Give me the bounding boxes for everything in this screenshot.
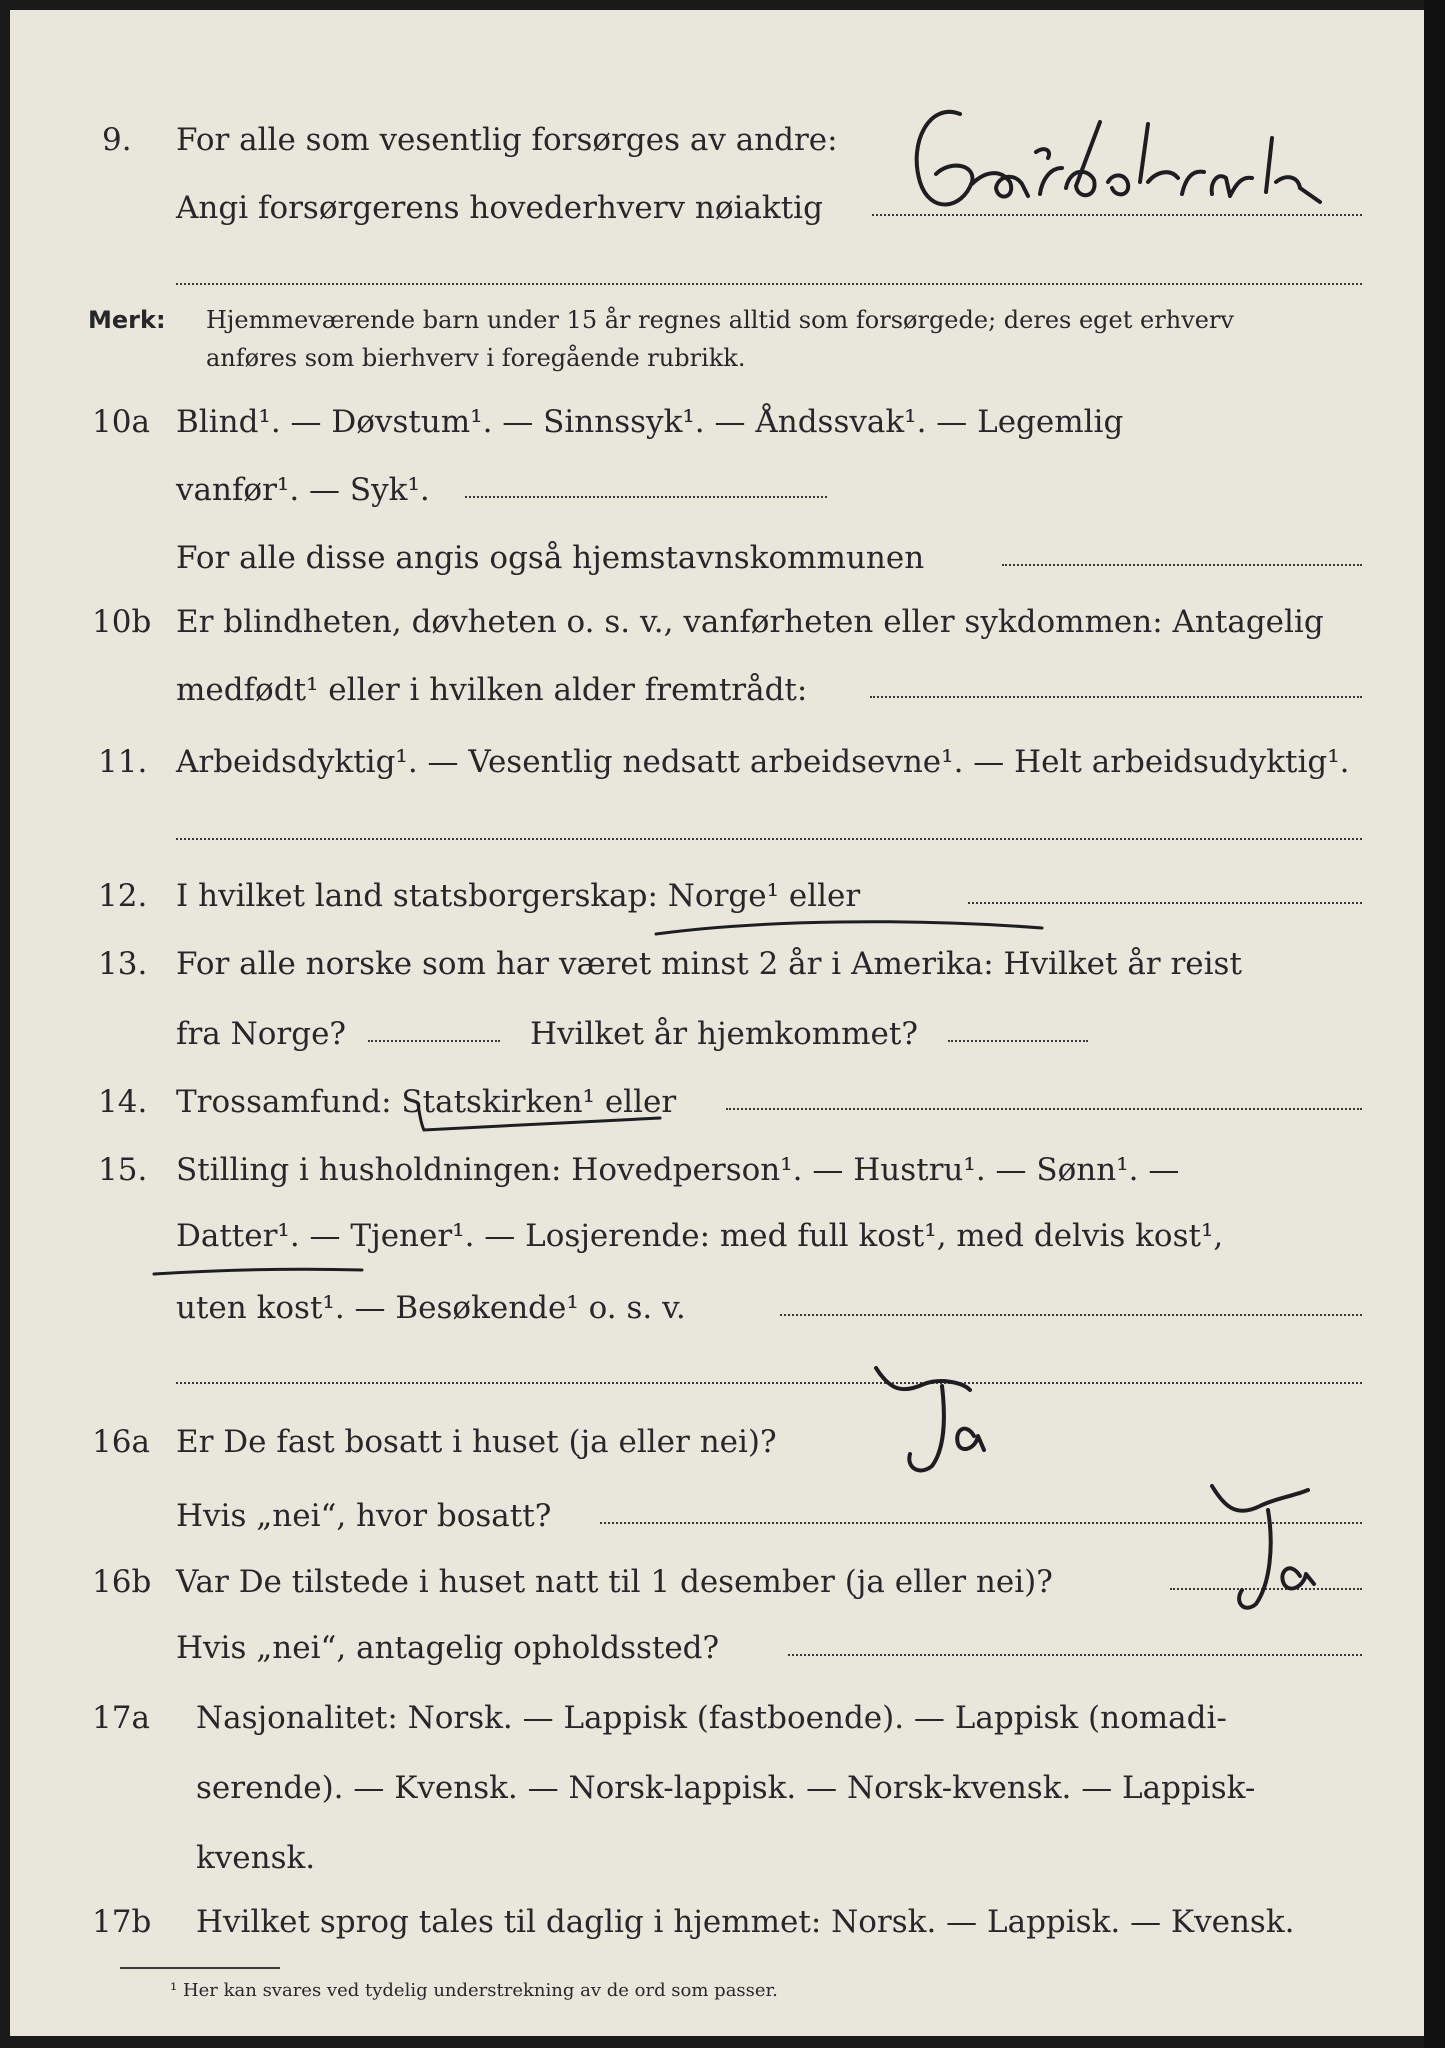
handwritten-underline-datter <box>150 1264 370 1278</box>
item-number-16b: 16b <box>92 1564 152 1600</box>
item-13-line-2a: fra Norge? <box>176 1016 347 1052</box>
item-10b-answer-line <box>870 696 1362 698</box>
item-9-extra-line <box>176 283 1362 285</box>
item-16b-line-2: Hvis „nei“, antagelig opholdssted? <box>176 1630 720 1666</box>
item-16b-location-line <box>788 1654 1362 1656</box>
item-13-line-1: For alle norske som har været minst 2 år i Amerika: Hvilket år reist <box>176 946 1242 982</box>
item-16b-line-1: Var De tilstede i huset natt til 1 desember (ja eller nei)? <box>176 1564 1053 1600</box>
item-9-line-1: For alle som vesentlig forsørges av andre: <box>176 122 838 158</box>
item-number-16a: 16a <box>92 1424 150 1460</box>
handwritten-underline-norge <box>650 914 1050 938</box>
item-10a-line-3: For alle disse angis også hjemstavnskommunen <box>176 540 925 576</box>
footnote-text: ¹ Her kan svares ved tydelig understrekning av de ord som passer. <box>170 1980 778 2001</box>
item-number-11: 11. <box>98 744 148 780</box>
merk-label: Merk: <box>88 306 166 334</box>
item-15-line-3: uten kost¹. — Besøkende¹ o. s. v. <box>176 1290 686 1326</box>
item-10b-line-2: medfødt¹ eller i hvilken alder fremtrådt: <box>176 672 808 708</box>
item-12-line-1: I hvilket land statsborgerskap: Norge¹ eller <box>176 878 861 914</box>
item-14-answer-line <box>726 1108 1362 1110</box>
item-13-line-2b: Hvilket år hjemkommet? <box>530 1016 918 1052</box>
item-10a-home-line <box>1002 564 1362 566</box>
item-15-line-2: Datter¹. — Tjener¹. — Losjerende: med full kost¹, med delvis kost¹, <box>176 1218 1224 1254</box>
handwritten-underline-statskirken <box>414 1096 664 1136</box>
item-10a-line-2: vanfør¹. — Syk¹. <box>176 472 430 508</box>
item-number-17b: 17b <box>92 1904 152 1940</box>
footnote-divider <box>120 1967 280 1969</box>
handwritten-answer-ja-16b <box>1190 1466 1370 1616</box>
item-number-12: 12. <box>98 878 148 914</box>
item-10a-answer-line <box>465 496 827 498</box>
item-13-year-returned-line <box>948 1040 1088 1042</box>
item-number-10a: 10a <box>92 404 150 440</box>
item-17b-line-1: Hvilket sprog tales til daglig i hjemmet: Norsk. — Lappisk. — Kvensk. <box>196 1904 1295 1940</box>
merk-text-line-1: Hjemmeværende barn under 15 år regnes alltid som forsørgede; deres eget erhverv <box>206 306 1234 334</box>
item-15-extra-line <box>176 1382 1362 1384</box>
item-number-13: 13. <box>98 946 148 982</box>
item-17a-line-1: Nasjonalitet: Norsk. — Lappisk (fastboende). — Lappisk (nomadi- <box>196 1700 1227 1736</box>
item-12-answer-line <box>968 902 1362 904</box>
item-number-15: 15. <box>98 1152 148 1188</box>
scan-edge <box>1424 0 1445 2048</box>
item-9-line-2: Angi forsørgerens hovederhverv nøiaktig <box>176 190 823 226</box>
item-13-year-left-line <box>368 1040 500 1042</box>
handwritten-answer-gardsbruk <box>890 102 1360 232</box>
item-16a-line-2: Hvis „nei“, hvor bosatt? <box>176 1498 552 1534</box>
item-number-14: 14. <box>98 1084 148 1120</box>
merk-text-line-2: anføres som bierhverv i foregående rubrikk. <box>206 344 746 372</box>
item-16a-line-1: Er De fast bosatt i huset (ja eller nei)? <box>176 1424 777 1460</box>
item-10b-line-1: Er blindheten, døvheten o. s. v., vanførheten eller sykdommen: Antagelig <box>176 604 1324 640</box>
item-11-answer-line <box>176 838 1362 840</box>
item-10a-line-1: Blind¹. — Døvstum¹. — Sinnssyk¹. — Åndssvak¹. — Legemlig <box>176 404 1124 440</box>
item-15-answer-line <box>780 1314 1362 1316</box>
item-number-17a: 17a <box>92 1700 150 1736</box>
item-15-line-1: Stilling i husholdningen: Hovedperson¹. — Hustru¹. — Sønn¹. — <box>176 1152 1180 1188</box>
item-17a-line-3: kvensk. <box>196 1840 316 1876</box>
item-14-line-1: Trossamfund: Statskirken¹ eller <box>176 1084 677 1120</box>
item-number-9: 9. <box>102 122 132 158</box>
item-number-10b: 10b <box>92 604 152 640</box>
item-11-line-1: Arbeidsdyktig¹. — Vesentlig nedsatt arbeidsevne¹. — Helt arbeidsudyktig¹. <box>176 744 1350 780</box>
item-17a-line-2: serende). — Kvensk. — Norsk-lappisk. — Norsk-kvensk. — Lappisk- <box>196 1770 1256 1806</box>
handwritten-answer-ja-16a <box>850 1350 1040 1480</box>
census-form-page <box>10 10 1424 2036</box>
